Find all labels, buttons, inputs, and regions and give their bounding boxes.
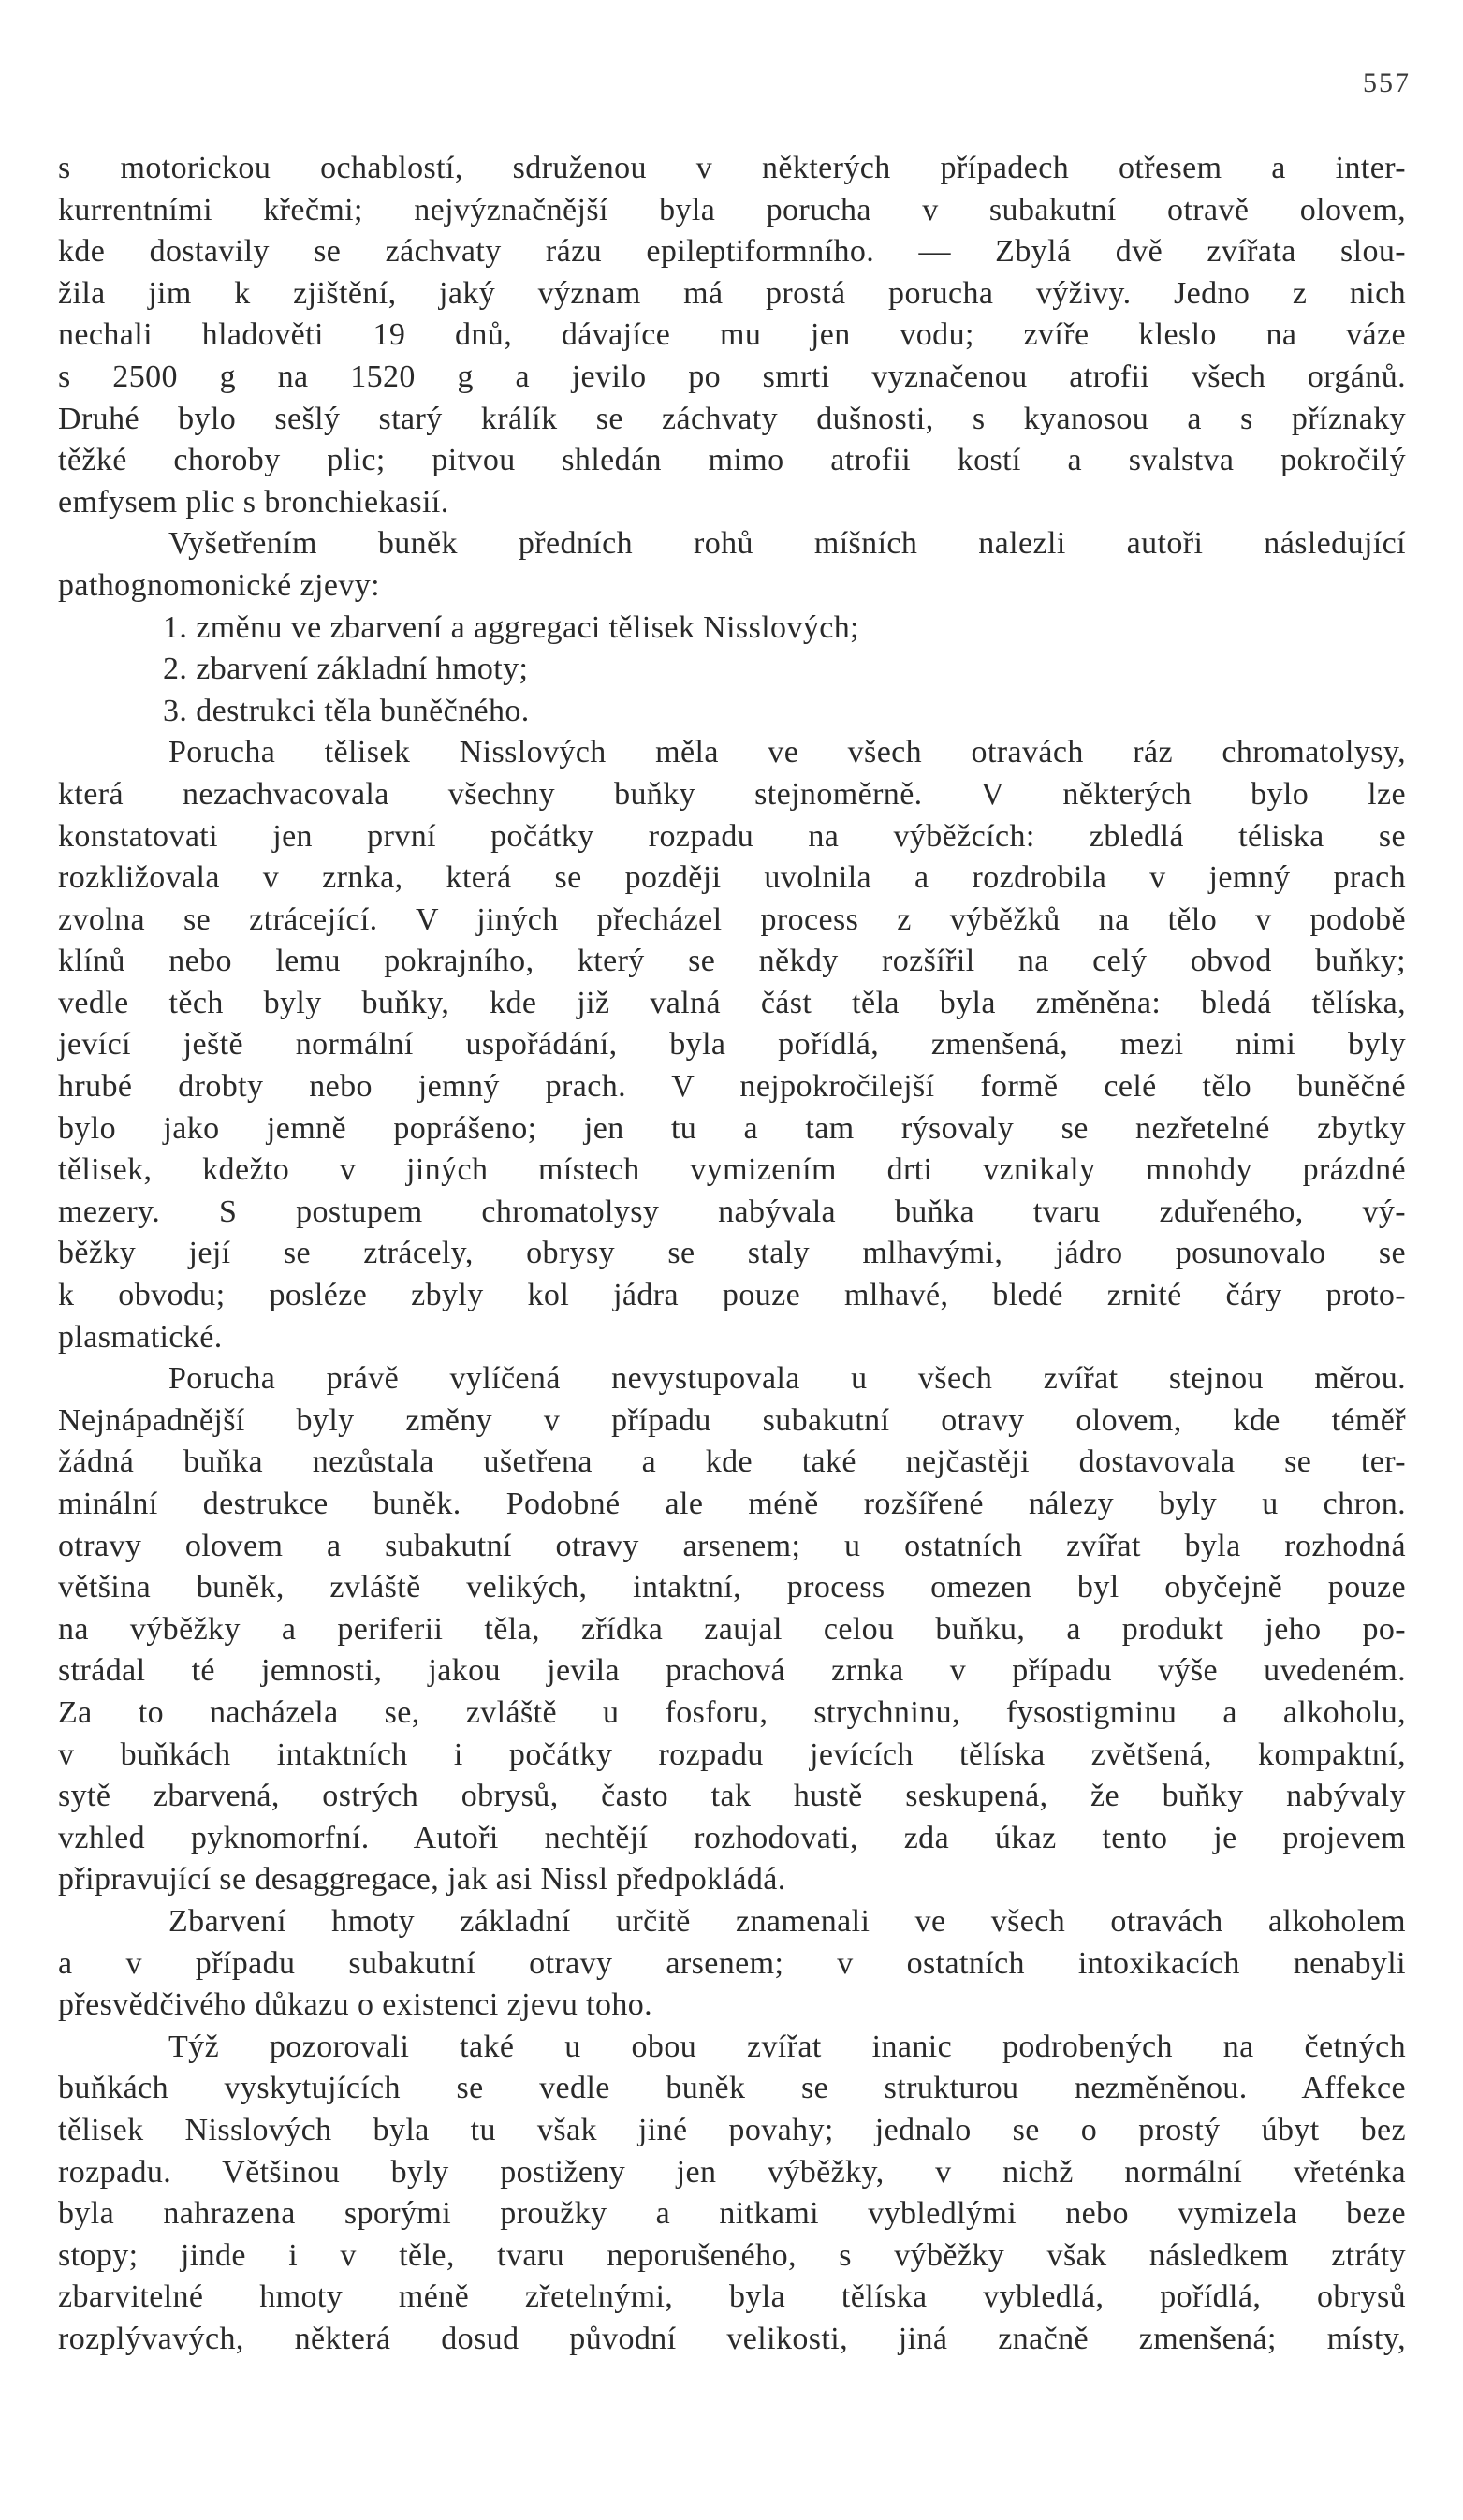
text-line: na výběžky a periferii těla, zřídka zaujal celou buňku, a produkt jeho po-	[58, 1611, 1406, 1647]
text-line: Týž pozorovali také u obou zvířat inanic podrobených na četných	[168, 2029, 1406, 2064]
text-line: s 2500 g na 1520 g a jevilo po smrti vyznačenou atrofii všech orgánů.	[58, 359, 1406, 394]
page-number: 557	[1363, 67, 1411, 98]
text-line: Porucha tělisek Nisslových měla ve všech otravách ráz chromatolysy,	[168, 735, 1406, 770]
text-line: mezery. S postupem chromatolysy nabývala buňka tvaru zduřeného, vý-	[58, 1194, 1406, 1229]
text-line: a v případu subakutní otravy arsenem; v ostatních intoxikacích nenabyli	[58, 1945, 1406, 1981]
text-line: s motorickou ochablostí, sdruženou v některých případech otřesem a inter-	[58, 151, 1406, 185]
text-line: rozpadu. Většinou byly postiženy jen výběžky, v nichž normální vřeténka	[58, 2154, 1406, 2190]
text-line: těžké choroby plic; pitvou shledán mimo atrofii kostí a svalstva pokročilý	[58, 443, 1406, 478]
text-line: kurrentními křečmi; nejvýznačnější byla porucha v subakutní otravě olovem,	[58, 192, 1406, 227]
text-line: pathognomonické zjevy:	[58, 567, 380, 603]
text-line: buňkách vyskytujících se vedle buněk se strukturou nezměněnou. Affekce	[58, 2071, 1406, 2106]
text-line: strádal té jemnosti, jakou jevila prachová zrnka v případu výše uvedeném.	[58, 1653, 1406, 1689]
text-line: k obvodu; posléze zbyly kol jádra pouze mlhavé, bledé zrnité čáry proto-	[58, 1278, 1406, 1313]
text-line: bylo jako jemně poprášeno; jen tu a tam rýsovaly se nezřetelné zbytky	[58, 1110, 1406, 1146]
text-line: Vyšetřením buněk předních rohů míšních nalezli autoři následující	[168, 526, 1406, 562]
text-line: Za to nacházela se, zvláště u fosforu, strychninu, fysostigminu a alkoholu,	[58, 1694, 1406, 1730]
text-line: nechali hladověti 19 dnů, dávajíce mu jen vodu; zvíře kleslo na váze	[58, 317, 1406, 353]
text-line: tělisek, kdežto v jiných místech vymizením drti vznikaly mnohdy prázdné	[58, 1152, 1406, 1188]
text-line: připravující se desaggregace, jak asi Nissl předpokládá.	[58, 1862, 786, 1897]
text-line: vedle těch byly buňky, kde již valná část těla byla změněna: bledá tělíska,	[58, 985, 1406, 1020]
text-line: rozkližovala v zrnka, která se později uvolnila a rozdrobila v jemný prach	[58, 860, 1406, 896]
list-item: 3. destrukci těla buněčného.	[163, 693, 530, 728]
text-line: žádná buňka nezůstala ušetřena a kde také nejčastěji dostavovala se ter-	[58, 1444, 1406, 1480]
text-line: Porucha právě vylíčená nevystupovala u všech zvířat stejnou měrou.	[168, 1361, 1406, 1397]
text-line: hrubé drobty nebo jemný prach. V nejpokročilejší formě celé tělo buněčné	[58, 1069, 1406, 1105]
text-line: většina buněk, zvláště velikých, intaktní, process omezen byl obyčejně pouze	[58, 1570, 1406, 1605]
text-line: rozplývavých, některá dosud původní velikosti, jiná značně zmenšená; místy,	[58, 2321, 1406, 2356]
text-line: Druhé bylo sešlý starý králík se záchvaty dušnosti, s kyanosou a s příznaky	[58, 401, 1406, 436]
text-line: vzhled pyknomorfní. Autoři nechtějí rozhodovati, zda úkaz tento je projevem	[58, 1820, 1406, 1855]
text-line: žila jim k zjištění, jaký význam má prostá porucha výživy. Jedno z nich	[58, 275, 1406, 311]
text-line: přesvědčivého důkazu o existenci zjevu toho.	[58, 1987, 653, 2023]
list-item: 2. zbarvení základní hmoty;	[163, 652, 529, 687]
text-line: plasmatické.	[58, 1319, 223, 1355]
text-line: emfysem plic s bronchiekasií.	[58, 484, 449, 520]
text-line: minální destrukce buněk. Podobné ale méně rozšířené nálezy byly u chron.	[58, 1487, 1406, 1521]
text-line: v buňkách intaktních i počátky rozpadu jevících tělíska zvětšená, kompaktní,	[58, 1736, 1406, 1772]
text-line: zvolna se ztrácející. V jiných přecházel process z výběžků na tělo v podobě	[58, 901, 1406, 937]
text-line: klínů nebo lemu pokrajního, který se někdy rozšířil na celý obvod buňky;	[58, 944, 1406, 979]
text-line: běžky její se ztrácely, obrysy se staly mlhavými, jádro posunovalo se	[58, 1236, 1406, 1271]
text-line: zbarvitelné hmoty méně zřetelnými, byla tělíska vybledlá, pořídlá, obrysů	[58, 2279, 1406, 2315]
text-line: jevící ještě normální uspořádání, byla pořídlá, zmenšená, mezi nimi byly	[58, 1027, 1406, 1062]
text-line: sytě zbarvená, ostrých obrysů, často tak hustě seskupená, že buňky nabývaly	[58, 1779, 1406, 1814]
body-text	[58, 148, 1406, 2360]
text-line: stopy; jinde i v těle, tvaru neporušeného, s výběžky však následkem ztráty	[58, 2237, 1406, 2273]
text-line: Nejnápadnější byly změny v případu subakutní otravy olovem, kde téměř	[58, 1402, 1406, 1438]
text-line: konstatovati jen první počátky rozpadu na výběžcích: zbledlá téliska se	[58, 818, 1406, 854]
text-line: kde dostavily se záchvaty rázu epileptiformního. — Zbylá dvě zvířata slou-	[58, 234, 1406, 270]
text-line: byla nahrazena sporými proužky a nitkami vybledlými nebo vymizela beze	[58, 2196, 1406, 2232]
list-item: 1. změnu ve zbarvení a aggregaci tělisek Nisslových;	[163, 609, 859, 645]
text-line: tělisek Nisslových byla tu však jiné povahy; jednalo se o prostý úbyt bez	[58, 2112, 1406, 2147]
text-line: která nezachvacovala všechny buňky stejnoměrně. V některých bylo lze	[58, 776, 1406, 812]
text-line: otravy olovem a subakutní otravy arsenem; u ostatních zvířat byla rozhodná	[58, 1528, 1406, 1563]
text-line: Zbarvení hmoty základní určitě znamenali ve všech otravách alkoholem	[168, 1903, 1406, 1939]
